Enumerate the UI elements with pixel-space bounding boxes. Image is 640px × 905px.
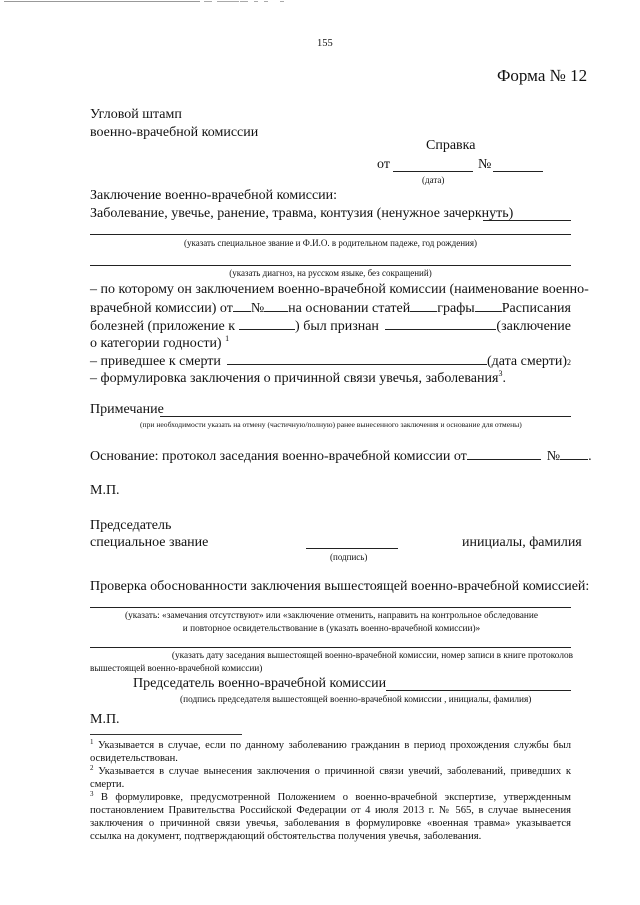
scan-edge-dash <box>217 1 239 2</box>
form-title: Форма № 12 <box>497 66 588 85</box>
note-field[interactable] <box>160 416 571 417</box>
conclusion-para-line2 <box>90 300 571 317</box>
para-text: ) был признан <box>295 319 379 334</box>
commission-date-field[interactable] <box>233 300 251 312</box>
footnote-text: Указывается в случае вынесения заключения о причинной связи увечий, заболеваний, приведших к смерти. <box>90 766 571 790</box>
page-number: 155 <box>317 38 333 49</box>
footnote-ref[interactable]: 3 <box>498 369 503 378</box>
review-caption-2 <box>90 650 573 676</box>
basis-date-field[interactable] <box>467 448 541 460</box>
scan-edge-dash <box>240 1 248 2</box>
footnote-text: В формулировке, предусмотренной Положением о военно-врачебной экспертизе, утвержденным постановлением Правительства Российской Федерации от 4 июля 2013 г. № 565, в случае вынесения заключения о причинной связи увечья, заболевания в формулировке «военная травма» указывается ссылка на документ, подтверждающий обстоятельства получения увечья, заболевания. <box>90 792 571 842</box>
period: . <box>502 371 506 386</box>
review-caption-1 <box>90 610 573 636</box>
scan-edge-dash <box>264 1 268 2</box>
death-label: – приведшее к смерти <box>90 354 221 369</box>
para-text: о категории годности) <box>90 336 222 351</box>
caption-text: и повторное освидетельствование в (указать военно-врачебной комиссии)» <box>182 624 481 634</box>
stamp-label-line1: Угловой штамп <box>90 107 182 122</box>
death-field[interactable] <box>227 353 487 365</box>
footnote-mark: 3 <box>90 790 94 798</box>
period: . <box>588 449 592 464</box>
note-caption: (при необходимости указать на отмену (частичную/полную) ранее вынесенного заключения и основание для отмены) <box>140 420 522 429</box>
footnote-mark: 1 <box>90 738 94 746</box>
review-heading: Проверка обоснованности заключения вышестоящей военно-врачебной комиссией: <box>90 579 590 594</box>
stamp-place: М.П. <box>90 483 120 498</box>
injury-type-field[interactable] <box>483 220 571 221</box>
para-text: болезней (приложение к <box>90 319 236 334</box>
wording-text: – формулировка заключения о причинной связи увечья, заболевания <box>90 371 499 386</box>
injury-type-line: Заболевание, увечье, ранение, травма, контузия (ненужное зачеркнуть) <box>90 206 514 221</box>
basis-line <box>90 448 592 465</box>
appendix-field[interactable] <box>239 318 295 330</box>
stamp-label-line2: военно-врачебной комиссии <box>90 125 259 140</box>
basis-number-field[interactable] <box>560 448 588 460</box>
commission-number-field[interactable] <box>264 300 288 312</box>
diagnosis-field[interactable] <box>90 265 571 266</box>
chairman-signature-field[interactable] <box>306 548 398 549</box>
graph-field[interactable] <box>475 300 502 312</box>
footnote-text: Указывается в случае, если по данному заболеванию гражданин в период прохождения службы был освидетельствован. <box>90 740 571 764</box>
certificate-number-field[interactable] <box>493 171 543 172</box>
footnote-2 <box>90 765 571 791</box>
diagnosis-caption-text: (указать диагноз, на русском языке, без сокращений) <box>229 268 432 278</box>
certificate-number-label: № <box>478 157 492 172</box>
review-result-field[interactable] <box>90 607 571 608</box>
fitness-category-field[interactable] <box>385 318 497 330</box>
number-sign: № <box>250 301 265 316</box>
footnote-ref[interactable]: 1 <box>225 334 230 343</box>
certificate-title: Справка <box>426 138 476 153</box>
para-text: (заключение <box>496 319 571 334</box>
diagnosis-caption <box>90 268 571 278</box>
conclusion-heading: Заключение военно-врачебной комиссии: <box>90 188 338 203</box>
para-text: врачебной комиссии) от <box>90 301 233 316</box>
rank-name-caption <box>0 238 640 248</box>
chairman-rank: специальное звание <box>90 535 209 550</box>
scan-edge-dash <box>254 1 258 2</box>
death-date-label: (дата смерти) <box>486 354 567 369</box>
review-chairman-label: Председатель военно-врачебной комиссии <box>133 676 387 691</box>
footnote-mark: 2 <box>90 764 94 772</box>
certificate-from-label: от <box>377 157 390 172</box>
articles-field[interactable] <box>410 300 437 312</box>
review-chairman-caption: (подпись председателя вышестоящей военно-врачебной комиссии , инициалы, фамилия) <box>180 695 532 705</box>
para-text: графы <box>437 301 475 316</box>
date-caption: (дата) <box>422 175 445 185</box>
chairman-name: инициалы, фамилия <box>462 535 582 550</box>
certificate-date-field[interactable] <box>393 171 473 172</box>
note-label: Примечание <box>90 402 164 417</box>
para-text: Расписания <box>501 301 571 316</box>
scan-edge-dash <box>204 1 212 2</box>
caption-text: вышестоящей военно-врачебной комиссии) <box>90 664 263 674</box>
rank-name-caption-text: (указать специальное звание и Ф.И.О. в родительном падеже, год рождения) <box>184 238 477 248</box>
conclusion-para-line4 <box>90 336 229 352</box>
death-line: – приведшее к смерти (дата смерти) 2 <box>90 354 571 369</box>
review-date-field[interactable] <box>90 647 571 648</box>
stamp-place: М.П. <box>90 712 120 727</box>
chairman-title: Председатель <box>90 518 172 533</box>
caption-text: (указать: «замечания отсутствуют» или «заключение отменить, направить на контрольное обследование <box>125 611 538 621</box>
number-sign: № <box>546 449 561 464</box>
scan-edge-dash <box>280 1 284 2</box>
commission-date-number <box>233 300 288 317</box>
conclusion-para-line1: – по которому он заключением военно-врачебной комиссии (наименование военно- <box>90 282 589 297</box>
review-chairman-field[interactable] <box>386 690 571 691</box>
signature-caption: (подпись) <box>330 552 368 562</box>
conclusion-para-line3 <box>90 318 571 335</box>
caption-text: (указать дату заседания вышестоящей военно-врачебной комиссии, номер записи в книге протоколов <box>171 651 573 661</box>
para-text: на основании статей <box>288 301 411 316</box>
rank-name-field[interactable] <box>90 234 571 235</box>
footnote-3 <box>90 791 571 843</box>
scan-edge-line <box>4 1 200 2</box>
basis-label: Основание: протокол заседания военно-врачебной комиссии от <box>90 449 467 464</box>
wording-line <box>90 371 506 387</box>
footnote-separator <box>90 734 242 735</box>
footnote-1 <box>90 739 571 765</box>
